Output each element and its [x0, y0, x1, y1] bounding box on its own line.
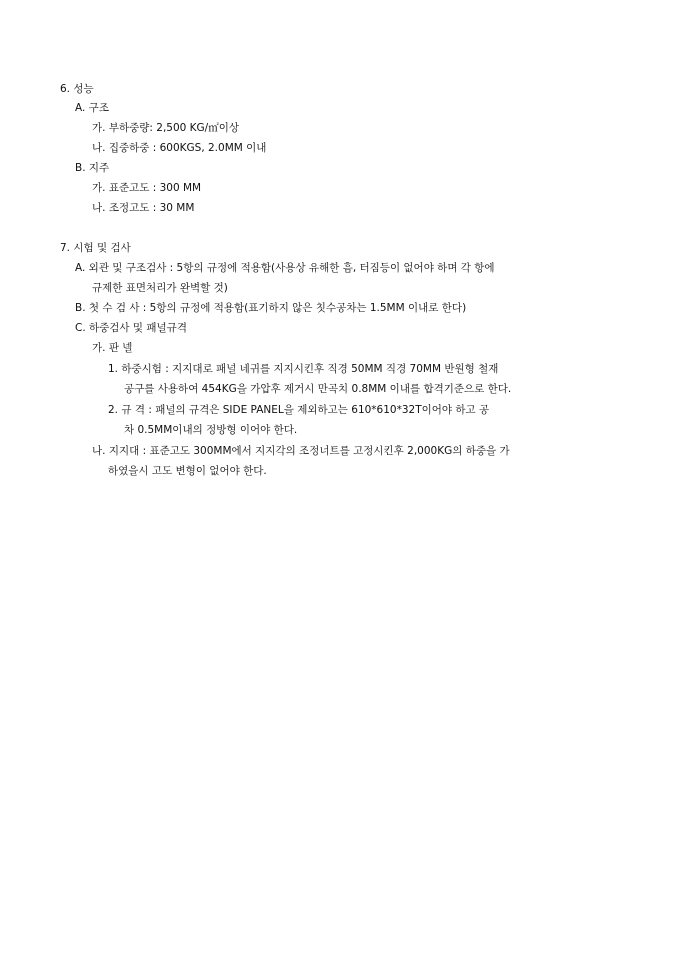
section-6-b-item-ga: 가. 표준고도 : 300 MM	[92, 182, 202, 194]
section-7-c-na-line-1: 나. 지지대 : 표준고도 300MM에서 지지각의 조정너트를 고정시킨후 2,000KG의 하중을 가	[92, 445, 510, 457]
section-6-a-heading: A. 구조	[75, 102, 109, 114]
section-7-c-heading: C. 하중검사 및 패널규격	[75, 322, 187, 334]
section-6-b-item-na: 나. 조정고도 : 30 MM	[92, 202, 195, 214]
section-6-heading: 6. 성능	[60, 83, 94, 95]
section-7-a-line-1: A. 외관 및 구조검사 : 5항의 규정에 적용함(사용상 유해한 흠, 터짐등이 없어야 하며 각 항에	[75, 262, 495, 274]
section-7-c-na-line-2: 하였을시 고도 변형이 없어야 한다.	[108, 465, 267, 477]
section-7-b-line: B. 첫 수 검 사 : 5항의 규정에 적용함(표기하지 않은 칫수공차는 1.5MM 이내로 한다)	[75, 302, 467, 314]
section-7-a-line-2: 규제한 표면처리가 완벽할 것)	[92, 282, 228, 294]
section-7-heading: 7. 시험 및 검사	[60, 242, 131, 254]
section-7-c-ga-1-line-2: 공구를 사용하여 454KG을 가압후 제거시 만곡치 0.8MM 이내를 합격기준으로 한다.	[124, 383, 512, 395]
section-7-c-ga-2-line-1: 2. 규 격 : 패널의 규격은 SIDE PANEL을 제외하고는 610*610*32T이어야 하고 공	[108, 404, 490, 416]
section-7-c-ga-heading: 가. 판 넬	[92, 342, 133, 354]
section-7-c-ga-2-line-2: 차 0.5MM이내의 정방형 이어야 한다.	[124, 424, 298, 436]
section-6-a-item-na: 나. 집중하중 : 600KGS, 2.0MM 이내	[92, 142, 267, 154]
section-7-c-ga-1-line-1: 1. 하중시험 : 지지대로 패널 네귀를 지지시킨후 직경 50MM 직경 70MM 반원형 철재	[108, 363, 499, 375]
section-6-a-item-ga: 가. 부하중량: 2,500 KG/㎡이상	[92, 122, 240, 134]
section-6-b-heading: B. 지주	[75, 162, 110, 174]
